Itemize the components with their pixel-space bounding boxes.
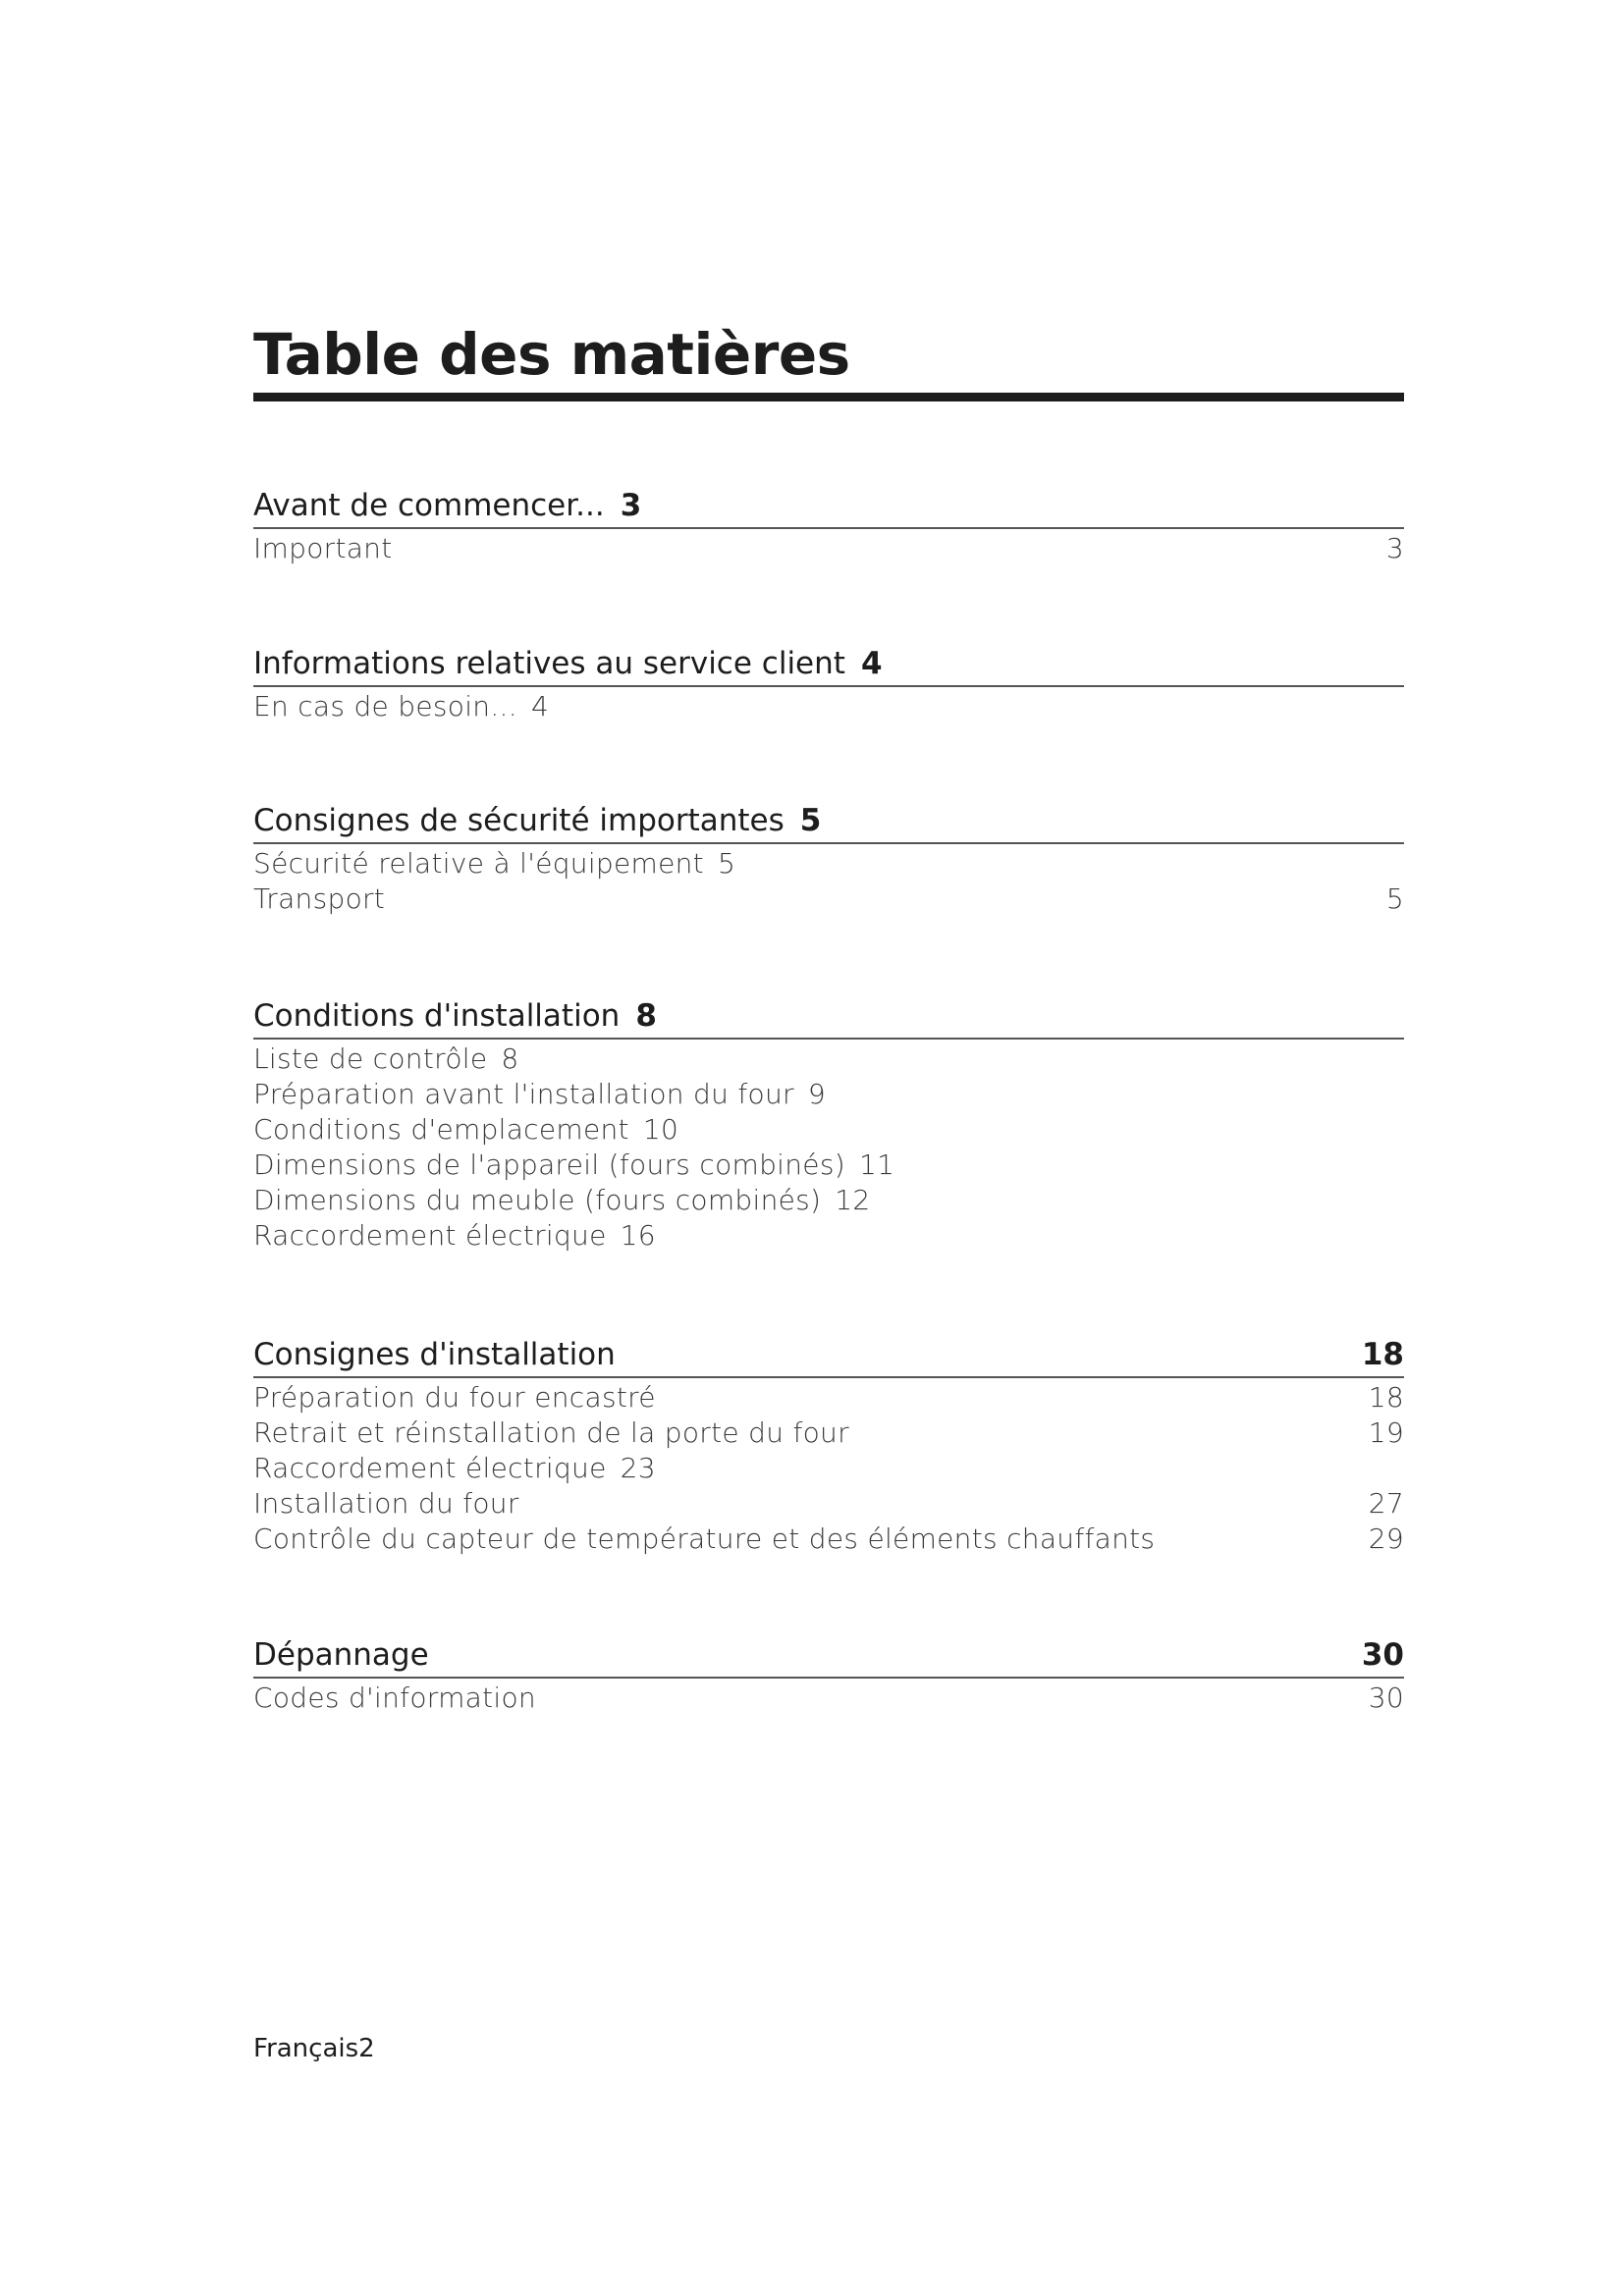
toc-entry[interactable] bbox=[253, 1077, 1404, 1112]
entry-label: Dimensions de l'appareil (fours combinés) bbox=[253, 1148, 845, 1181]
section-page-number: 18 bbox=[1361, 1337, 1404, 1372]
section-page-number: 5 bbox=[799, 803, 822, 838]
toc-entry[interactable] bbox=[253, 1112, 1404, 1148]
entry-label: Important bbox=[253, 532, 393, 564]
entry-label: Contrôle du capteur de température et des éléments chauffants bbox=[253, 1522, 1156, 1555]
toc-entry[interactable] bbox=[253, 1522, 1404, 1557]
section-heading-label: Consignes de sécurité importantes bbox=[253, 803, 785, 838]
footer-language: Français bbox=[253, 2034, 359, 2063]
entry-label: Retrait et réinstallation de la porte du four bbox=[253, 1416, 849, 1449]
section-rule bbox=[253, 842, 1404, 844]
entry-page-number: 5 bbox=[717, 847, 736, 880]
entry-page-number: 18 bbox=[1368, 1381, 1404, 1414]
entry-page-number: 4 bbox=[530, 690, 550, 722]
entry-label: Installation du four bbox=[253, 1487, 519, 1520]
entry-label: Conditions d'emplacement bbox=[253, 1113, 629, 1146]
section-heading-label: Informations relatives au service client bbox=[253, 646, 845, 681]
toc-section bbox=[253, 1333, 1404, 1557]
entry-label: Préparation avant l'installation du four bbox=[253, 1078, 794, 1110]
entry-page-number: 12 bbox=[835, 1184, 871, 1216]
section-rule bbox=[253, 1038, 1404, 1040]
section-page-number: 3 bbox=[620, 488, 642, 523]
toc-entry[interactable] bbox=[253, 1041, 1404, 1077]
section-heading[interactable] bbox=[253, 994, 1404, 1038]
section-rule bbox=[253, 527, 1404, 529]
entry-label: Sécurité relative à l'équipement bbox=[253, 847, 704, 880]
entry-page-number: 11 bbox=[858, 1148, 895, 1181]
toc-entry[interactable] bbox=[253, 881, 1404, 917]
section-page-number: 8 bbox=[635, 998, 657, 1034]
section-heading[interactable] bbox=[253, 484, 1404, 527]
entry-label: Préparation du four encastré bbox=[253, 1381, 656, 1414]
toc-section bbox=[253, 799, 1404, 917]
section-heading[interactable] bbox=[253, 799, 1404, 842]
entry-page-number: 29 bbox=[1368, 1522, 1404, 1555]
toc-entry[interactable] bbox=[253, 1148, 1404, 1183]
section-rule bbox=[253, 685, 1404, 687]
entry-label: Liste de contrôle bbox=[253, 1042, 488, 1075]
toc-entry[interactable] bbox=[253, 1486, 1404, 1522]
toc-entry[interactable] bbox=[253, 846, 1404, 881]
toc-entry[interactable] bbox=[253, 1183, 1404, 1218]
footer-page-number: 2 bbox=[358, 2034, 375, 2063]
page-footer bbox=[253, 2034, 375, 2063]
entry-page-number: 10 bbox=[642, 1113, 679, 1146]
toc-entry[interactable] bbox=[253, 689, 1404, 724]
page-title: Table des matières bbox=[253, 321, 850, 388]
toc-entry[interactable] bbox=[253, 1415, 1404, 1451]
section-rule bbox=[253, 1677, 1404, 1679]
entry-page-number: 16 bbox=[620, 1219, 656, 1252]
entry-label: Raccordement électrique bbox=[253, 1452, 607, 1484]
entry-label: Transport bbox=[253, 882, 386, 915]
entry-page-number: 8 bbox=[501, 1042, 519, 1075]
toc-entry[interactable] bbox=[253, 531, 1404, 566]
section-heading[interactable] bbox=[253, 1333, 1404, 1376]
section-heading-label: Avant de commencer... bbox=[253, 488, 605, 523]
toc-section bbox=[253, 1633, 1404, 1716]
entry-label: Dimensions du meuble (fours combinés) bbox=[253, 1184, 822, 1216]
section-rule bbox=[253, 1376, 1404, 1378]
toc-entry[interactable] bbox=[253, 1218, 1404, 1254]
entry-page-number: 30 bbox=[1368, 1682, 1404, 1714]
entry-page-number: 9 bbox=[807, 1078, 826, 1110]
entry-page-number: 27 bbox=[1368, 1487, 1404, 1520]
entry-label: Raccordement électrique bbox=[253, 1219, 607, 1252]
section-page-number: 30 bbox=[1361, 1637, 1404, 1673]
section-heading-label: Conditions d'installation bbox=[253, 998, 621, 1034]
toc-entry[interactable] bbox=[253, 1380, 1404, 1415]
entry-label: En cas de besoin... bbox=[253, 690, 517, 722]
entry-page-number: 23 bbox=[620, 1452, 656, 1484]
entry-page-number: 19 bbox=[1368, 1416, 1404, 1449]
toc-entry[interactable] bbox=[253, 1451, 1404, 1486]
entry-label: Codes d'information bbox=[253, 1682, 536, 1714]
section-heading[interactable] bbox=[253, 642, 1404, 685]
section-heading-label: Dépannage bbox=[253, 1637, 429, 1673]
title-rule bbox=[253, 393, 1404, 401]
entry-page-number: 5 bbox=[1385, 882, 1404, 915]
entry-page-number: 3 bbox=[1385, 532, 1404, 564]
toc-section bbox=[253, 642, 1404, 724]
section-page-number: 4 bbox=[860, 646, 883, 681]
toc-section bbox=[253, 484, 1404, 566]
section-heading[interactable] bbox=[253, 1633, 1404, 1677]
toc-section bbox=[253, 994, 1404, 1254]
toc-entry[interactable] bbox=[253, 1681, 1404, 1716]
section-heading-label: Consignes d'installation bbox=[253, 1337, 616, 1372]
